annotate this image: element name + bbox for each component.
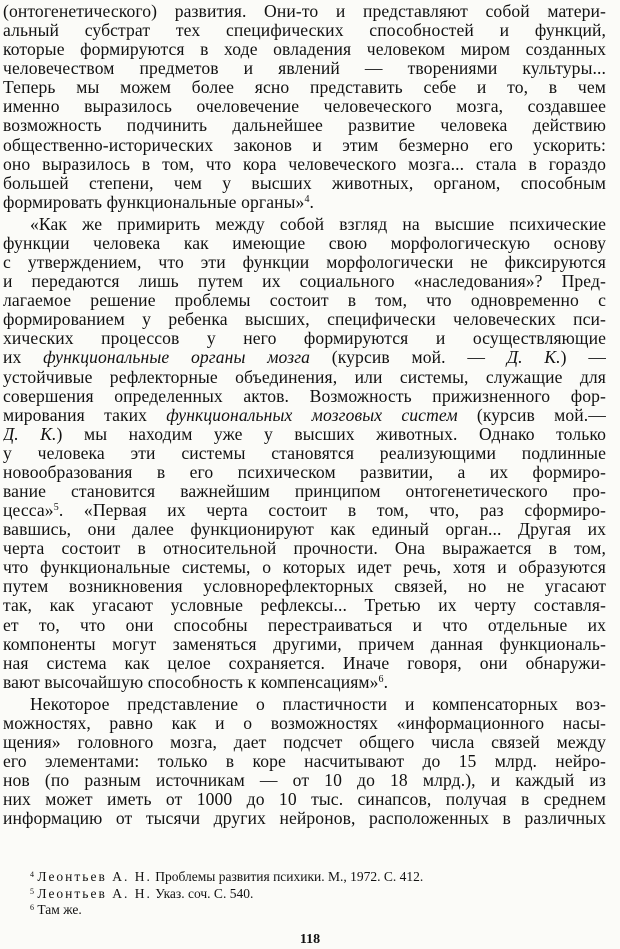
italic-span: Д. К.	[3, 423, 57, 444]
text-span: ) —	[560, 347, 606, 368]
footnote-number: 6	[30, 903, 34, 912]
italic-span: Д. К.	[506, 347, 561, 368]
footnote-text: Проблемы развития психики. М., 1972. С. 412.	[151, 869, 424, 884]
text-span: человечеством предметов и явлений — творениями культуры...	[3, 58, 606, 79]
text-span: альный субстрат тех специфических способностей и функций,	[3, 20, 606, 41]
text-span: его элементами: только в коре насчитывают до 15 млрд. нейро-	[3, 751, 606, 772]
footnote	[30, 886, 253, 902]
footnote-ref: 6	[378, 673, 384, 685]
text-line	[3, 191, 606, 213]
text-span: компоненты могут заменяться другими, причем данная функциональ-	[3, 633, 606, 654]
italic-span: функциональных мозговых систем	[166, 404, 458, 425]
text-span: Некоторое представление о пластичности и компенсаторных воз-	[30, 693, 606, 714]
footnote-text: Там же.	[37, 902, 82, 917]
text-span: цесса»	[3, 500, 54, 521]
text-span: Теперь мы можем более ясно представить себе и то, в чем	[3, 77, 606, 98]
text-span: новообразования в его психическом развитии, а их формиро-	[3, 461, 606, 482]
footnote	[30, 869, 423, 885]
text-span: оно выразилось в том, что кора человеческого мозга... стала в гораздо	[3, 153, 606, 174]
text-span: возможность подчинить дальнейшее развитие человека действию	[3, 115, 606, 136]
text-span: хических процессов у него формируются и осуществляющие	[3, 328, 606, 349]
text-span: с утверждением, что эти функции морфологически не фиксируются	[3, 252, 606, 273]
text-span: функции человека как имеющие свою морфологическую основу	[3, 232, 606, 253]
text-span: у человека эти системы становятся реализующими подлинные	[3, 442, 606, 463]
text-span: вание становится важнейшим принципом онтогенетического про-	[3, 481, 606, 501]
text-span: ная система как целое сохраняется. Иначе говоря, они обнаружи-	[3, 652, 606, 673]
text-line	[3, 807, 606, 829]
text-span: .	[309, 191, 315, 212]
text-span: устойчивые рефлекторные объединения, или системы, служащие для	[3, 366, 606, 387]
text-line	[3, 671, 606, 693]
text-span: лагаемое решение проблемы состоит в том, что одновременно с	[3, 290, 606, 311]
footnote-number: 4	[30, 870, 34, 879]
text-span: (онтогенетического) развития. Они-то и представляют собой матери-	[3, 1, 606, 21]
text-span: именно выразилось очеловечение человеческого мозга, создавшее	[3, 96, 606, 117]
text-span: мирования таких	[3, 404, 167, 425]
text-span: информацию от тысячи других нейронов, расположенных в различных	[3, 808, 606, 829]
text-span: путем возникновения условнорефлекторных связей, но не угасают	[3, 576, 606, 597]
text-span: .	[383, 671, 389, 692]
footnote-ref: 5	[53, 502, 59, 514]
footnote-ref: 4	[304, 193, 310, 205]
footnote-author: Леонтьев А. Н.	[37, 885, 152, 901]
text-span: вавшись, они далее функционируют как единый орган... Другая их	[3, 519, 606, 540]
text-span: формированием у ребенка высших, специфически человеческих пси-	[3, 309, 606, 330]
text-span: (курсив мой.—	[457, 404, 606, 425]
text-span: можностях, равно как и о возможностях «информационного насы-	[3, 712, 606, 733]
italic-span: функциональные органы мозга	[43, 347, 311, 368]
text-span: ет то, что они способны перестраиваться и что отдельные их	[3, 614, 606, 635]
text-span: (курсив мой. —	[310, 347, 507, 368]
text-span: и передаются лишь путем их социального «наследования»? Пред-	[3, 271, 606, 292]
text-span: которые формируются в ходе овладения человеком миром созданных	[3, 39, 606, 60]
footnote-author: Леонтьев А. Н.	[37, 869, 152, 884]
footnote	[30, 902, 82, 918]
footnote-text: Указ. соч. С. 540.	[151, 885, 254, 901]
text-span: ) мы находим уже у высших животных. Однако только	[56, 423, 606, 444]
text-span: общественно-исторических законов и этим безмерно его ускорить:	[3, 134, 606, 155]
text-span: большей степени, чем у высших животных, органом, способным	[3, 172, 606, 193]
text-span: вают высочайшую способность к компенсациям»	[3, 671, 379, 692]
text-span: нов (по разным источникам — от 10 до 18 млрд.), и каждый из	[3, 770, 606, 791]
page-number: 118	[299, 932, 321, 947]
text-span: их	[3, 347, 44, 368]
text-span: совершения определенных актов. Возможность прижизненного фор-	[3, 385, 606, 406]
footnote-number: 5	[30, 886, 34, 896]
text-span: так, как угасают условные рефлексы... Третью их черту составля-	[3, 595, 606, 616]
text-span: формировать функциональные органы»	[3, 191, 305, 212]
text-span: них может иметь от 1000 до 10 тыс. синапсов, получая в среднем	[3, 789, 606, 810]
text-span: щения» головного мозга, дает подсчет общего числа связей между	[3, 732, 606, 753]
text-span: «Как же примирить между собой взгляд на высшие психические	[30, 213, 606, 234]
text-span: . «Первая их черта состоит в том, что, раз сформиро-	[58, 500, 606, 521]
text-span: черта состоит в относительной прочности. Она выражается в том,	[3, 538, 606, 559]
text-span: что функциональные системы, о которых идет речь, хотя и образуются	[3, 557, 606, 578]
